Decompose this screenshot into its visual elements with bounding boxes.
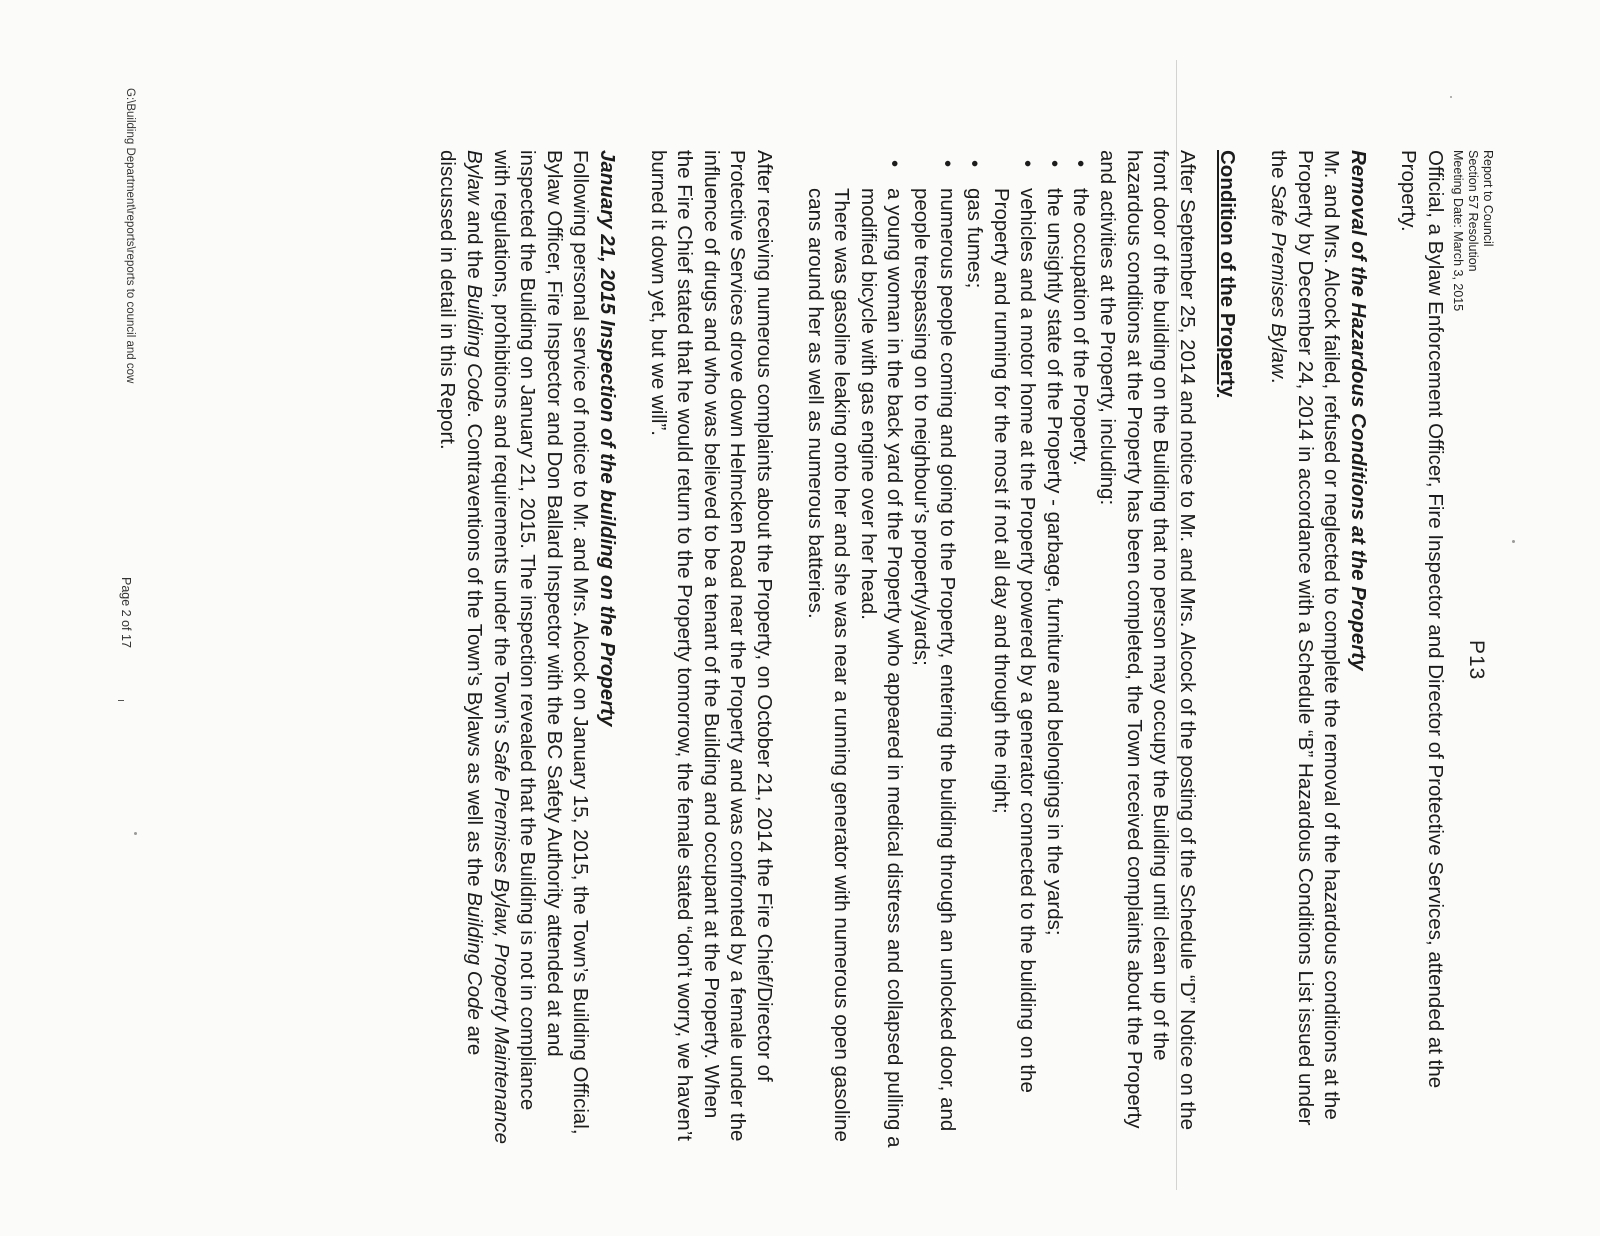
removal-heading: Removal of the Hazardous Conditions at the Property xyxy=(1346,150,1370,671)
header-meeting-date: Meeting Date: March 3, 2015 xyxy=(1451,150,1465,312)
list-item: • gas fumes; xyxy=(961,150,988,1150)
bullet-followup-paragraph: There was gasoline leaking onto her and she was near a running generator with numerous open gasoline cans around her as well as numerous batteries. xyxy=(803,188,854,1142)
intro-paragraph: Official, a Bylaw Enforcement Officer, Fire Inspector and Director of Protective Services, attended at the Property. xyxy=(1397,150,1447,1089)
header-section: Section 57 Resolution xyxy=(1466,150,1480,272)
list-item: • the occupation of the Property. xyxy=(1067,150,1094,1150)
condition-heading: Condition of the Property xyxy=(1216,150,1240,398)
list-item: • numerous people coming and going to the Property, entering the building through an unlocked door, and people trespassing on to neighbour’s property/yards; xyxy=(907,150,960,1150)
list-item: • the unsightly state of the Property - garbage, furniture and belongings in the yards; xyxy=(1040,150,1067,1150)
footer-page-number: Page 2 of 17 xyxy=(119,577,133,648)
header-report-to-council: Report to Council xyxy=(1481,150,1495,247)
footer-file-path: G:\Building Department\reports\reports to council and cow xyxy=(124,88,136,384)
list-item: • a young woman in the back yard of the Property who appeared in medical distress and collapsed pulling a modified bicycle with gas engine over her head. xyxy=(854,150,907,1150)
complaints-paragraph: After receiving numerous complaints about the Property, on October 21, 2014 the Fire Chief/Director of Protective Services drove down Helmcken Road near the Property and was confronted by a female under the influence of drugs and who was believed to be a tenant of the Building and occupant at the Property. When the Fire Chief stated that he would return to the Property tomorrow, the female stated “don’t worry, we haven’t burned it down yet, but we will”. xyxy=(646,150,776,1142)
page-code: P13 xyxy=(1465,640,1488,681)
document-body xyxy=(434,150,1448,1150)
condition-paragraph: After September 25, 2014 and notice to Mr. and Mrs. Alcock of the posting of the Schedule “D” Notice on the front door of the building on the Building that no person may occupy the Building until clean up of the hazardous conditions at the Property has been completed, the Town received complaints about the Property and activities at the Property, including: xyxy=(1096,150,1199,1130)
inspection-paragraph: Following personal service of notice to Mr. and Mrs. Alcock on January 15, 2015, the Town’s Building Official, Bylaw Officer, Fire Inspector and Don Ballard Inspector with the BC Safety Authority attended at and inspected the Building on January 21, 2015. The inspection revealed that the Building is not in compliance with regulations, prohibitions and requirements under the Town’s Safe Premises Bylaw, Property Maintenance Bylaw and the Building Code. Contraventions of the Town’s Bylaws as well as the Building Code are discussed in detail in this Report. xyxy=(436,150,593,1145)
complaints-list xyxy=(854,150,1093,1150)
footer-tick-mark xyxy=(118,700,124,701)
removal-paragraph: Mr. and Mrs. Alcock failed, refused or neglected to complete the removal of the hazardous conditions at the Property by December 24, 2014 in accordance with a Schedule “B” Hazardous Conditions List issued under the Safe Premises Bylaw. xyxy=(1267,150,1344,1126)
inspection-heading: January 21, 2015 Inspection of the building on the Property xyxy=(595,150,619,727)
list-item: • vehicles and a motor home at the Property powered by a generator connected to the building on the Property and running for the most if not all day and through the night; xyxy=(987,150,1040,1150)
report-header xyxy=(1450,150,1495,311)
